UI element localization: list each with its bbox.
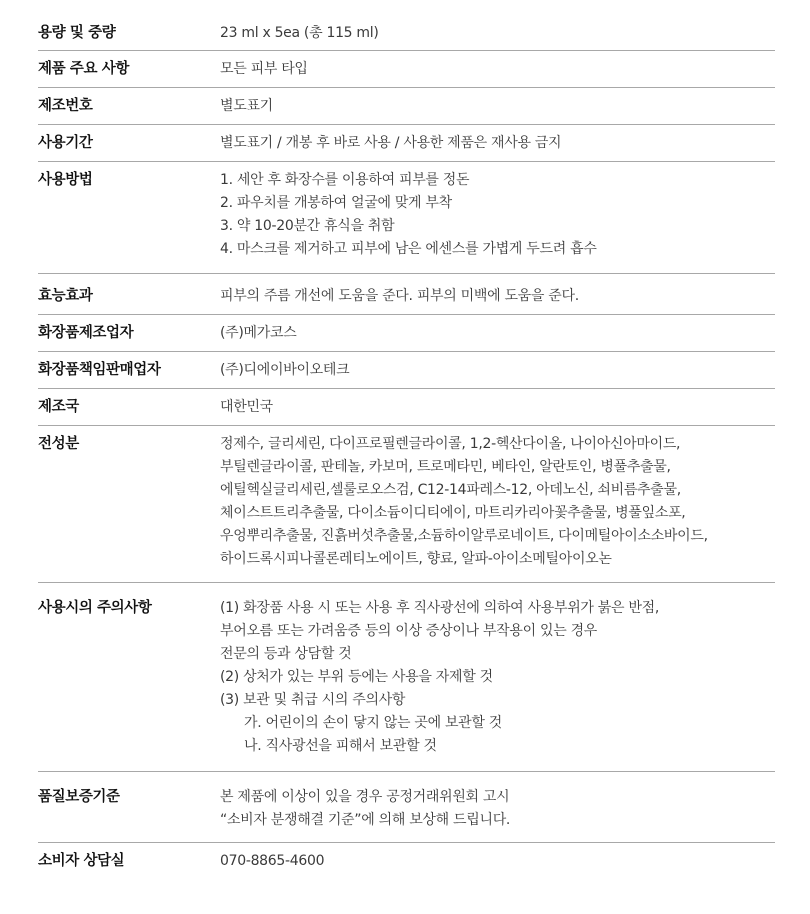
spec-value-line: 본 제품에 이상이 있을 경우 공정거래위원회 고시 [220,789,510,805]
spec-row-efficacy [38,274,775,315]
spec-value-line: 부틸렌글라이콜, 판테놀, 카보머, 트로메타민, 베타인, 알란토인, 병풀추출물, [220,459,671,475]
spec-label: 품질보증기준 [38,789,120,805]
spec-row-manufacturer [38,315,775,352]
spec-row-precautions [38,583,775,772]
spec-label: 사용시의 주의사항 [38,600,152,616]
spec-row-main-info [38,51,775,88]
spec-label: 사용방법 [38,172,93,188]
spec-label: 제품 주요 사항 [38,61,129,77]
spec-row-ingredients [38,426,775,583]
spec-value: 별도표기 [220,98,273,114]
customer-service-phone: 070-8865-4600 [220,853,325,869]
spec-value: 피부의 주름 개선에 도움을 준다. 피부의 미백에 도움을 준다. [220,288,579,304]
spec-label: 사용기간 [38,135,93,151]
spec-value-line: 나. 직사광선을 피해서 보관할 것 [244,738,437,754]
spec-value [220,786,775,832]
spec-value-line: 우엉뿌리추출물, 진흙버섯추출물,소듐하이알루로네이트, 다이메틸아이소소바이드, [220,528,708,544]
spec-row-country [38,389,775,426]
spec-value-line: (2) 상처가 있는 부위 등에는 사용을 자제할 것 [220,669,493,685]
spec-value-line: 전문의 등과 상담할 것 [220,646,352,662]
spec-value [220,850,775,873]
spec-label: 제조국 [38,399,79,415]
spec-value [220,433,775,571]
spec-label: 효능효과 [38,288,93,304]
spec-value-line: 체이스트트리추출물, 다이소듐이디티에이, 마트리카리아꽃추출물, 병풀잎소포, [220,505,686,521]
spec-value: (주)디에이바이오테크 [220,362,350,378]
spec-value-line: 하이드록시피나콜론레티노에이트, 향료, 알파-아이소메틸아이오논 [220,551,612,567]
spec-label: 화장품책임판매업자 [38,362,161,378]
spec-label: 화장품제조업자 [38,325,134,341]
spec-value-line: 정제수, 글리세린, 다이프로필렌글라이콜, 1,2-헥산다이올, 나이아신아마이드, [220,436,681,452]
spec-value-line: 부어오름 또는 가려움증 등의 이상 증상이나 부작용이 있는 경우 [220,623,598,639]
spec-value-line: 에틸헥실글리세린,셀룰로오스검, C12-14파레스-12, 아데노신, 쇠비름추출물, [220,482,681,498]
spec-value: 대한민국 [220,399,273,415]
product-spec-table [38,16,775,879]
spec-value [220,597,775,758]
spec-value [220,169,775,261]
spec-value-line: 4. 마스크를 제거하고 피부에 남은 에센스를 가볍게 두드려 흡수 [220,241,597,257]
spec-value-line: 1. 세안 후 화장수를 이용하여 피부를 정돈 [220,172,470,188]
spec-value-line: 2. 파우치를 개봉하여 얼굴에 맞게 부착 [220,195,452,211]
spec-row-quality-standard [38,772,775,843]
spec-value-line: 3. 약 10-20분간 휴식을 취함 [220,218,395,234]
spec-value: 별도표기 / 개봉 후 바로 사용 / 사용한 제품은 재사용 금지 [220,135,562,151]
spec-row-capacity [38,16,775,51]
spec-row-lot-number [38,88,775,125]
spec-row-usage-period [38,125,775,162]
spec-label: 제조번호 [38,98,93,114]
spec-value: 23 ml x 5ea (총 115 ml) [220,25,379,41]
spec-value-line: (1) 화장품 사용 시 또는 사용 후 직사광선에 의하여 사용부위가 붉은 반점, [220,600,660,616]
spec-label: 전성분 [38,436,79,452]
spec-label: 소비자 상담실 [38,853,125,869]
spec-row-customer-service [38,843,775,879]
spec-row-how-to-use [38,162,775,274]
spec-label: 용량 및 중량 [38,25,116,41]
spec-row-distributor [38,352,775,389]
spec-value-line: “소비자 분쟁해결 기준”에 의해 보상해 드립니다. [220,812,511,828]
spec-value-line: 가. 어린이의 손이 닿지 않는 곳에 보관할 것 [244,715,503,731]
spec-value: (주)메가코스 [220,325,297,341]
spec-value-line: (3) 보관 및 취급 시의 주의사항 [220,692,406,708]
spec-value: 모든 피부 타입 [220,61,308,77]
